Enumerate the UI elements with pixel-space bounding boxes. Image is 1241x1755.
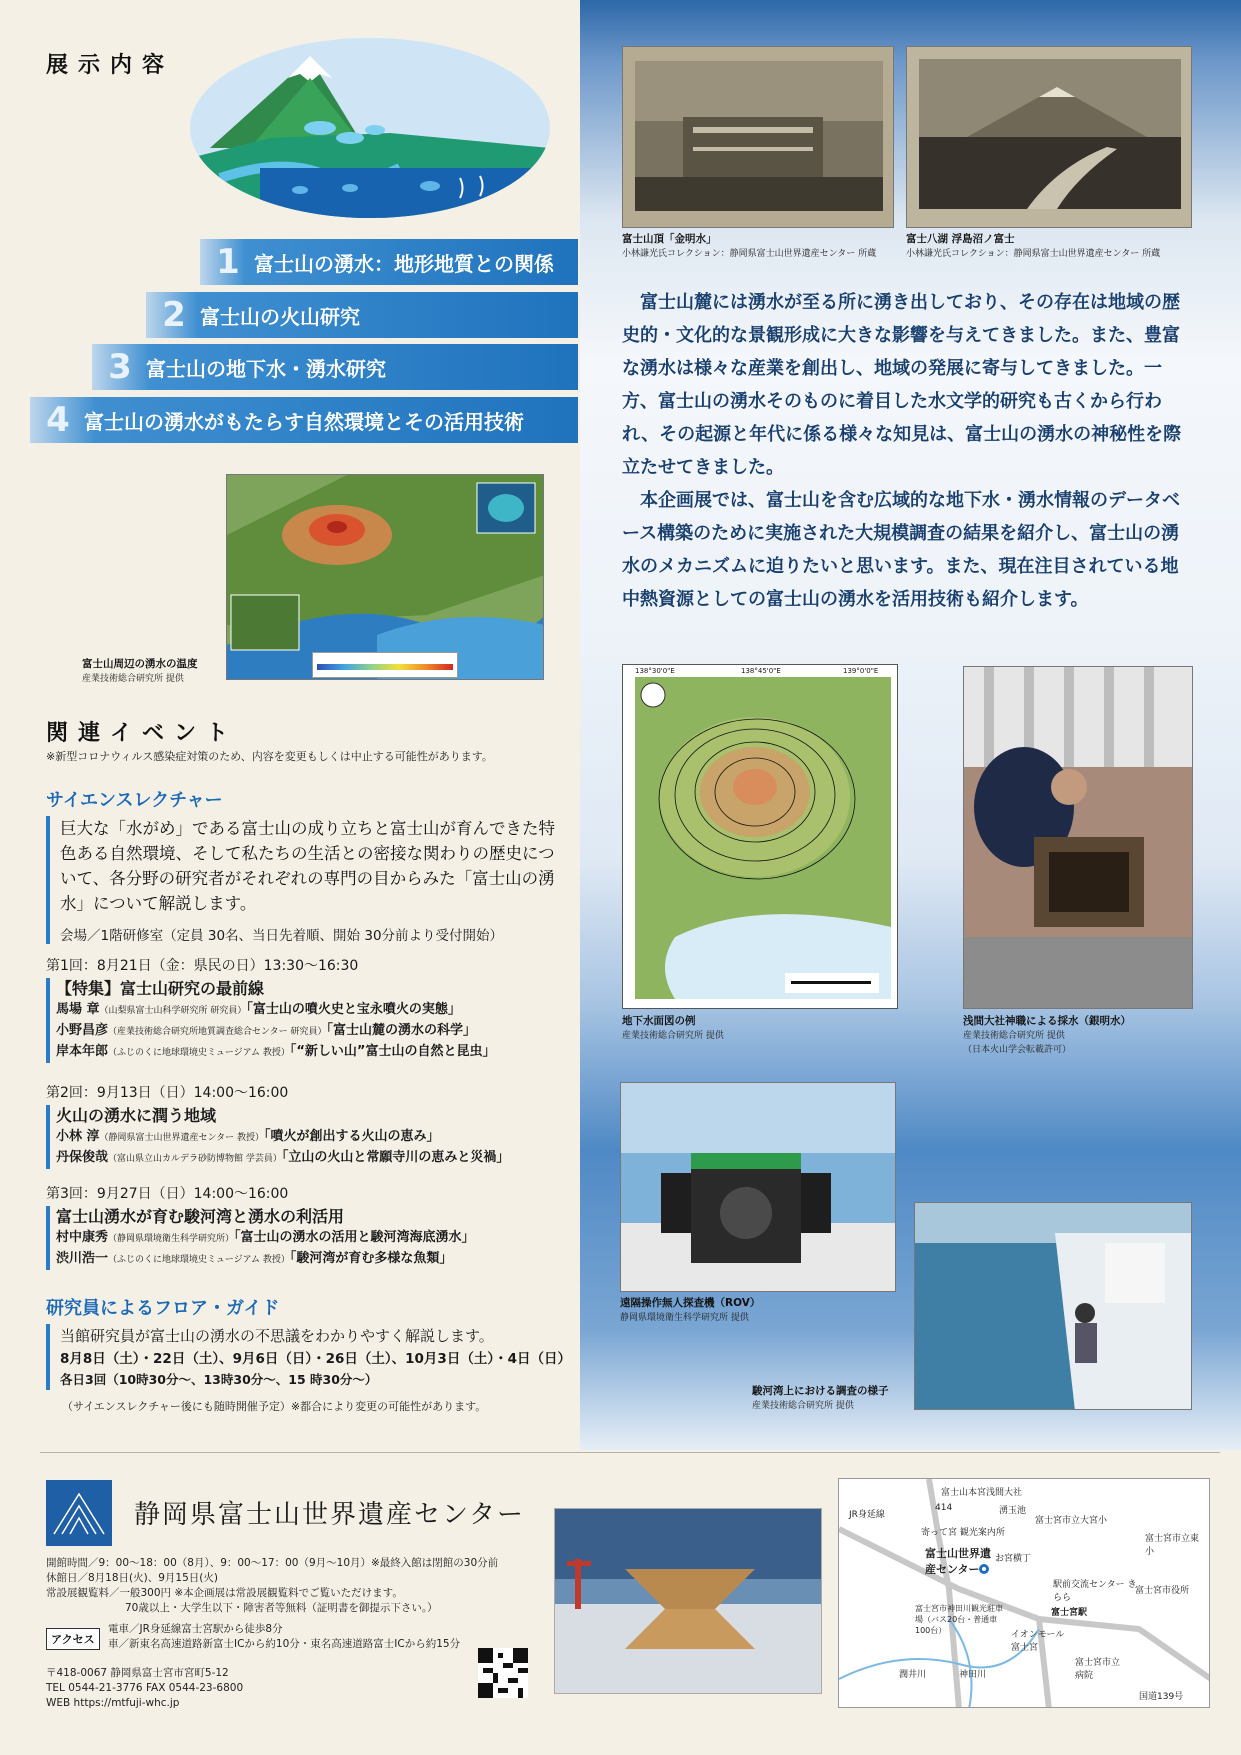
groundwater-map <box>622 664 898 1009</box>
guide-times: 各日3回（10時30分～、13時30分～、15 時30分～） <box>60 1372 378 1387</box>
groundwater-map-svg <box>635 677 891 999</box>
guide-dates: 8月8日（土）・22日（土）、9月6日（日）・26日（土）、10月3日（土）・4日（日） <box>60 1351 571 1367</box>
topic-number: 4 <box>46 400 70 440</box>
speaker-name: 岸本年郎 <box>56 1044 109 1059</box>
session-1 <box>46 956 576 1063</box>
ukishimanuma-credit: 小林謙光氏コレクション：静岡県富士山世界遺産センター 所蔵 <box>906 249 1161 259</box>
temperature-legend <box>312 652 458 678</box>
footer-closed: 休館日／8月18日(火)、9月15日(火) <box>46 1572 218 1584</box>
speaker-affiliation: （富山県立山カルデラ砂防博物館 学芸員） <box>108 1154 282 1164</box>
topic-number: 1 <box>216 242 240 282</box>
footer-divider <box>40 1452 1220 1453</box>
map-kandagawa: 神田川 <box>959 1670 987 1680</box>
speaker <box>56 1148 576 1169</box>
mountain-logo-icon <box>46 1480 112 1546</box>
footer-fee: 常設展観覧料／一般300円 ※本企画展は常設展観覧料でご覧いただけます。 <box>46 1587 403 1599</box>
speaker-affiliation: （ふじのくに地球環境史ミュージアム 教授） <box>108 1255 290 1265</box>
lecture-title: サイエンスレクチャー <box>46 790 223 811</box>
fuji-illustration-svg <box>190 38 550 218</box>
session-date: 第3回：9月27日（日）14:00～16:00 <box>46 1186 289 1202</box>
access-map <box>838 1478 1210 1708</box>
speaker-talk: 「富士山の噴火史と宝永噴火の実態」 <box>246 1002 461 1017</box>
speaker <box>56 1000 576 1021</box>
spring-temperature-map <box>226 474 544 680</box>
access-car: 車／新東名高速道路新富士ICから約10分・東名高速道路富士ICから約15分 <box>108 1638 461 1650</box>
sampling-credit-2: （日本火山学会転載許可） <box>963 1045 1072 1055</box>
session-date: 第2回：9月13日（日）14:00～16:00 <box>46 1085 289 1101</box>
speaker-talk: 「“新しい山”富士山の自然と昆虫」 <box>289 1044 496 1059</box>
speaker <box>56 1228 576 1249</box>
events-heading: 関連イベント <box>46 721 239 746</box>
topic-text: 富士山の湧水：地形地質との関係 <box>254 251 554 276</box>
map-yoramiya: 寄って宮 観光案内所 <box>921 1528 1005 1538</box>
session-date: 第1回：8月21日（金：県民の日）13:30～16:30 <box>46 958 359 974</box>
map-kanko: 駅前交流センター きらら <box>1053 1580 1137 1603</box>
topic-text: 富士山の地下水・湧水研究 <box>146 356 386 381</box>
speaker-name: 丹保俊哉 <box>56 1150 109 1165</box>
map-route414: 414 <box>935 1503 953 1513</box>
speaker-affiliation: （山梨県富士山科学研究所 研究員） <box>99 1006 247 1016</box>
guide-body: 当館研究員が富士山の湧水の不思議をわかりやすく解説します。 <box>60 1327 494 1345</box>
map-jr: JR身延線 <box>849 1510 885 1520</box>
intro-paragraph-1: 富士山麓には湧水が至る所に湧き出しており、その存在は地域の歴史的・文化的な景観形成に大きな影響を与えてきました。また、豊富な湧水は様々な産業を創出し、地域の発展に寄与してきました。一方、富士山の湧水そのものに着目した水文学的研究も古くから行われ、その起源と年代に係る様々な知見は、富士山の湧水の神秘性を際立たせてきました。 <box>622 292 1182 478</box>
photo-sampling <box>963 666 1193 1009</box>
building-svg <box>555 1509 822 1694</box>
map-center: 富士山世界遺産センター <box>925 1547 991 1576</box>
lecture-venue: 会場／1階研修室（定員 30名、当日先着順、開始 30分前より受付開始） <box>60 928 504 944</box>
access-train: 電車／JR身延線富士宮駅から徒歩8分 <box>108 1623 283 1635</box>
session-3 <box>46 1184 576 1270</box>
groundwater-map-credit: 産業技術総合研究所 提供 <box>622 1031 724 1041</box>
center-logo <box>46 1480 112 1546</box>
footer-postal: 〒418-0067 静岡県富士宮市宮町5-12 <box>46 1667 229 1679</box>
speaker <box>56 1249 576 1270</box>
speaker-talk: 「駿河湾が育む多様な魚類」 <box>289 1251 453 1266</box>
topic-text: 富士山の湧水がもたらす自然環境とその活用技術 <box>84 409 524 434</box>
temp-map-caption: 富士山周辺の湧水の温度 <box>82 658 198 670</box>
photo-ukishimanuma <box>906 46 1192 228</box>
session-title: 【特集】富士山研究の最前線 <box>56 979 265 998</box>
speaker <box>56 1127 576 1148</box>
survey-caption: 駿河湾上における調査の様子 <box>752 1385 889 1397</box>
speaker <box>56 1042 576 1063</box>
map-yutamaike: 湧玉池 <box>999 1506 1027 1516</box>
center-name: 静岡県富士山世界遺産センター <box>134 1500 525 1530</box>
rov-credit: 静岡県環境衛生科学研究所 提供 <box>620 1313 749 1323</box>
speaker-name: 小林 淳 <box>56 1129 100 1144</box>
intro-paragraph-2: 本企画展では、富士山を含む広域的な地下水・湧水情報のデータベース構築のために実施された大規模調査の結果を紹介し、富士山の湧水のメカニズムに迫りたいと思います。また、現在注目されている地中熱資源としての富士山の湧水を活用技術も紹介します。 <box>622 490 1180 610</box>
ukishimanuma-svg <box>907 47 1192 228</box>
events-note: ※新型コロナウィルス感染症対策のため、内容を変更もしくは中止する可能性があります。 <box>46 750 493 763</box>
rov-svg <box>621 1083 896 1292</box>
qr-code-icon <box>478 1648 528 1698</box>
access-label: アクセス <box>46 1628 100 1650</box>
exhibition-heading: 展示内容 <box>46 53 175 78</box>
map-kandagawa-parking: 富士宮市神田川観光駐車場（バス20台・普通車100台） <box>915 1604 1003 1635</box>
map-aeon: イオンモール富士宮 <box>1011 1630 1065 1653</box>
ukishimanuma-caption: 富士八湖 浮島沼ノ富士 <box>906 233 1015 245</box>
speaker-talk: 「噴火が創出する火山の恵み」 <box>264 1129 440 1144</box>
map-yugawa: 潤井川 <box>899 1670 927 1680</box>
speaker-affiliation: （静岡県環境衛生科学研究所） <box>108 1234 235 1244</box>
speaker-talk: 「富士山麓の湧水の科学」 <box>326 1023 477 1038</box>
guide-details <box>46 1324 576 1390</box>
map-omiya: お宮横丁 <box>995 1554 1032 1564</box>
kinmeisui-credit: 小林謙光氏コレクション：静岡県富士山世界遺産センター 所蔵 <box>622 249 877 259</box>
photo-survey <box>914 1202 1192 1410</box>
topic-number: 2 <box>162 295 186 335</box>
coord-top-3: 139°0'0"E <box>843 667 879 675</box>
session-details <box>46 978 576 1063</box>
kinmeisui-caption: 富士山頂「金明水」 <box>622 233 717 245</box>
qr-code[interactable] <box>478 1648 528 1698</box>
speaker-affiliation: （静岡県富士山世界遺産センター 教授） <box>99 1133 265 1143</box>
speaker-name: 小野昌彦 <box>56 1023 109 1038</box>
map-hospital: 富士宮市立病院 <box>1075 1658 1121 1681</box>
topic-number: 3 <box>108 347 132 387</box>
temp-map-credit: 産業技術総合研究所 提供 <box>82 674 184 684</box>
map-school: 富士宮市立大宮小 <box>1035 1516 1108 1526</box>
topic-bar-2 <box>146 292 578 338</box>
sampling-svg <box>964 667 1193 1009</box>
map-station: 富士宮駅 <box>1051 1608 1088 1618</box>
topic-text: 富士山の火山研究 <box>200 304 360 329</box>
session-2 <box>46 1083 576 1169</box>
map-cityhall: 富士宮市役所 <box>1135 1586 1190 1596</box>
speaker <box>56 1021 576 1042</box>
lecture-description <box>46 816 566 944</box>
kinmeisui-svg <box>623 47 894 228</box>
speaker-affiliation: （ふじのくに地球環境史ミュージアム 教授） <box>108 1048 290 1058</box>
terrain-svg <box>227 475 544 680</box>
map-city-east: 富士宮市立東小 <box>1145 1534 1200 1557</box>
speaker-name: 渋川浩一 <box>56 1251 109 1266</box>
fuji-illustration <box>190 38 550 218</box>
survey-svg <box>915 1203 1192 1410</box>
temperature-gradient <box>317 664 453 670</box>
speaker-name: 馬場 章 <box>56 1002 100 1017</box>
guide-title: 研究員によるフロア・ガイド <box>46 1298 280 1319</box>
sampling-caption: 浅間大社神職による採水（銀明水） <box>963 1015 1131 1027</box>
groundwater-map-caption: 地下水面図の例 <box>622 1015 696 1027</box>
photo-rov <box>620 1082 896 1292</box>
topic-bar-1 <box>200 239 578 285</box>
photo-building <box>554 1508 822 1694</box>
lecture-body: 巨大な「水がめ」である富士山の成り立ちと富士山が育んできた特色ある自然環境、そして私たちの生活との密接な関わりの歴史について、各分野の研究者がそれぞれの専門の目からみた「富士山の湧水」について解説します。 <box>60 819 555 913</box>
rov-caption: 遠隔操作無人探査機（ROV） <box>620 1297 761 1309</box>
topic-bar-4 <box>30 397 578 443</box>
speaker-talk: 「富士山の湧水の活用と駿河湾海底湧水」 <box>234 1230 475 1245</box>
guide-note: （サイエンスレクチャー後にも随時開催予定）※都合により変更の可能性があります。 <box>62 1400 487 1413</box>
coord-top-2: 138°45'0"E <box>741 667 781 675</box>
speaker-affiliation: （産業技術総合研究所地質調査総合センター 研究員） <box>108 1027 327 1037</box>
sampling-credit: 産業技術総合研究所 提供 <box>963 1031 1065 1041</box>
intro-text <box>622 286 1190 616</box>
session-title: 富士山湧水が育む駿河湾と湧水の利活用 <box>56 1207 345 1226</box>
footer-fee-2: 70歳以上・大学生以下・障害者等無料（証明書を御提示下さい。） <box>125 1602 438 1614</box>
map-shrine: 富士山本宮浅間大社 <box>941 1488 1023 1498</box>
photo-kinmeisui <box>622 46 894 228</box>
session-details <box>46 1206 576 1270</box>
speaker-name: 村中康秀 <box>56 1230 109 1245</box>
footer-tel: TEL 0544-21-3776 FAX 0544-23-6800 <box>46 1682 244 1694</box>
coord-top-1: 138°30'0"E <box>635 667 675 675</box>
speaker-talk: 「立山の火山と常願寺川の恵みと災禍」 <box>281 1150 510 1165</box>
session-title: 火山の湧水に潤う地域 <box>56 1106 217 1125</box>
survey-credit: 産業技術総合研究所 提供 <box>752 1401 854 1411</box>
footer-web[interactable]: WEB https://mtfuji-whc.jp <box>46 1697 180 1709</box>
topic-bar-3 <box>92 344 578 390</box>
footer-hours: 開館時間／9：00～18：00（8月）、9：00～17：00（9月～10月）※最終入館は閉館の30分前 <box>46 1557 499 1569</box>
map-route-right: 国道139号 <box>1139 1692 1184 1702</box>
session-details <box>46 1105 576 1169</box>
